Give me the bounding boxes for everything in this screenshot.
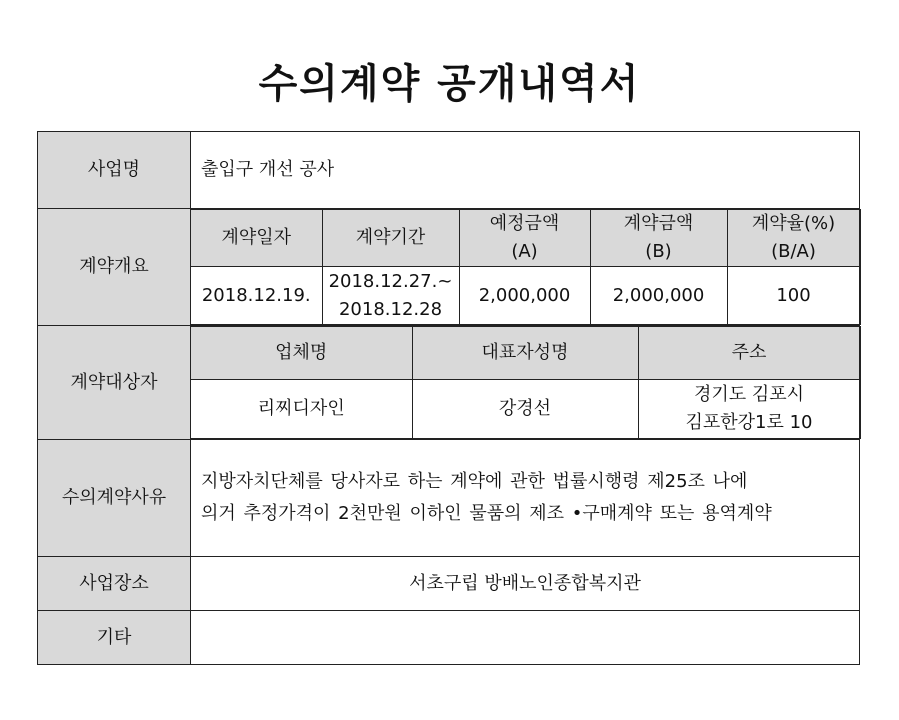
project-name-label: 사업명 [38, 132, 191, 209]
header-contract-rate: 계약율(%) (B/A) [727, 210, 860, 267]
contract-rate-value: 100 [727, 267, 860, 325]
company-name-value: 리찌디자인 [191, 380, 412, 439]
reason-value [191, 440, 860, 557]
contract-summary-grid [191, 209, 861, 325]
representative-value: 강경선 [412, 380, 638, 439]
location-label: 사업장소 [38, 557, 191, 611]
reason-line-2: 의거 추정가격이 2천만원 이하인 물품의 제조 •구매계약 또는 용역계약 [201, 503, 772, 524]
reason-line-1: 지방자치단체를 당사자로 하는 계약에 관한 법률시행령 제25조 나에 [201, 471, 748, 492]
contractor-grid [191, 326, 861, 439]
project-name-value: 출입구 개선 공사 [191, 132, 860, 209]
contract-period-value: 2018.12.27.~ 2018.12.28 [322, 267, 459, 325]
header-contract-amount: 계약금액 (B) [590, 210, 727, 267]
reason-label: 수의계약사유 [38, 440, 191, 557]
header-contract-date: 계약일자 [191, 210, 322, 267]
location-value: 서초구립 방배노인종합복지관 [191, 557, 860, 611]
contract-date-value: 2018.12.19. [191, 267, 322, 325]
address-value: 경기도 김포시 김포한강1로 10 [638, 380, 860, 439]
disclosure-table [37, 131, 860, 665]
estimated-amount-value: 2,000,000 [459, 267, 590, 325]
header-address: 주소 [638, 327, 860, 380]
contract-summary-label: 계약개요 [38, 209, 191, 326]
header-contract-period: 계약기간 [322, 210, 459, 267]
header-representative: 대표자성명 [412, 327, 638, 380]
header-company-name: 업체명 [191, 327, 412, 380]
contractor-label: 계약대상자 [38, 326, 191, 440]
etc-label: 기타 [38, 611, 191, 665]
contract-amount-value: 2,000,000 [590, 267, 727, 325]
etc-value [191, 611, 860, 665]
document-title: 수의계약 공개내역서 [258, 61, 641, 107]
header-estimated-amount: 예정금액 (A) [459, 210, 590, 267]
